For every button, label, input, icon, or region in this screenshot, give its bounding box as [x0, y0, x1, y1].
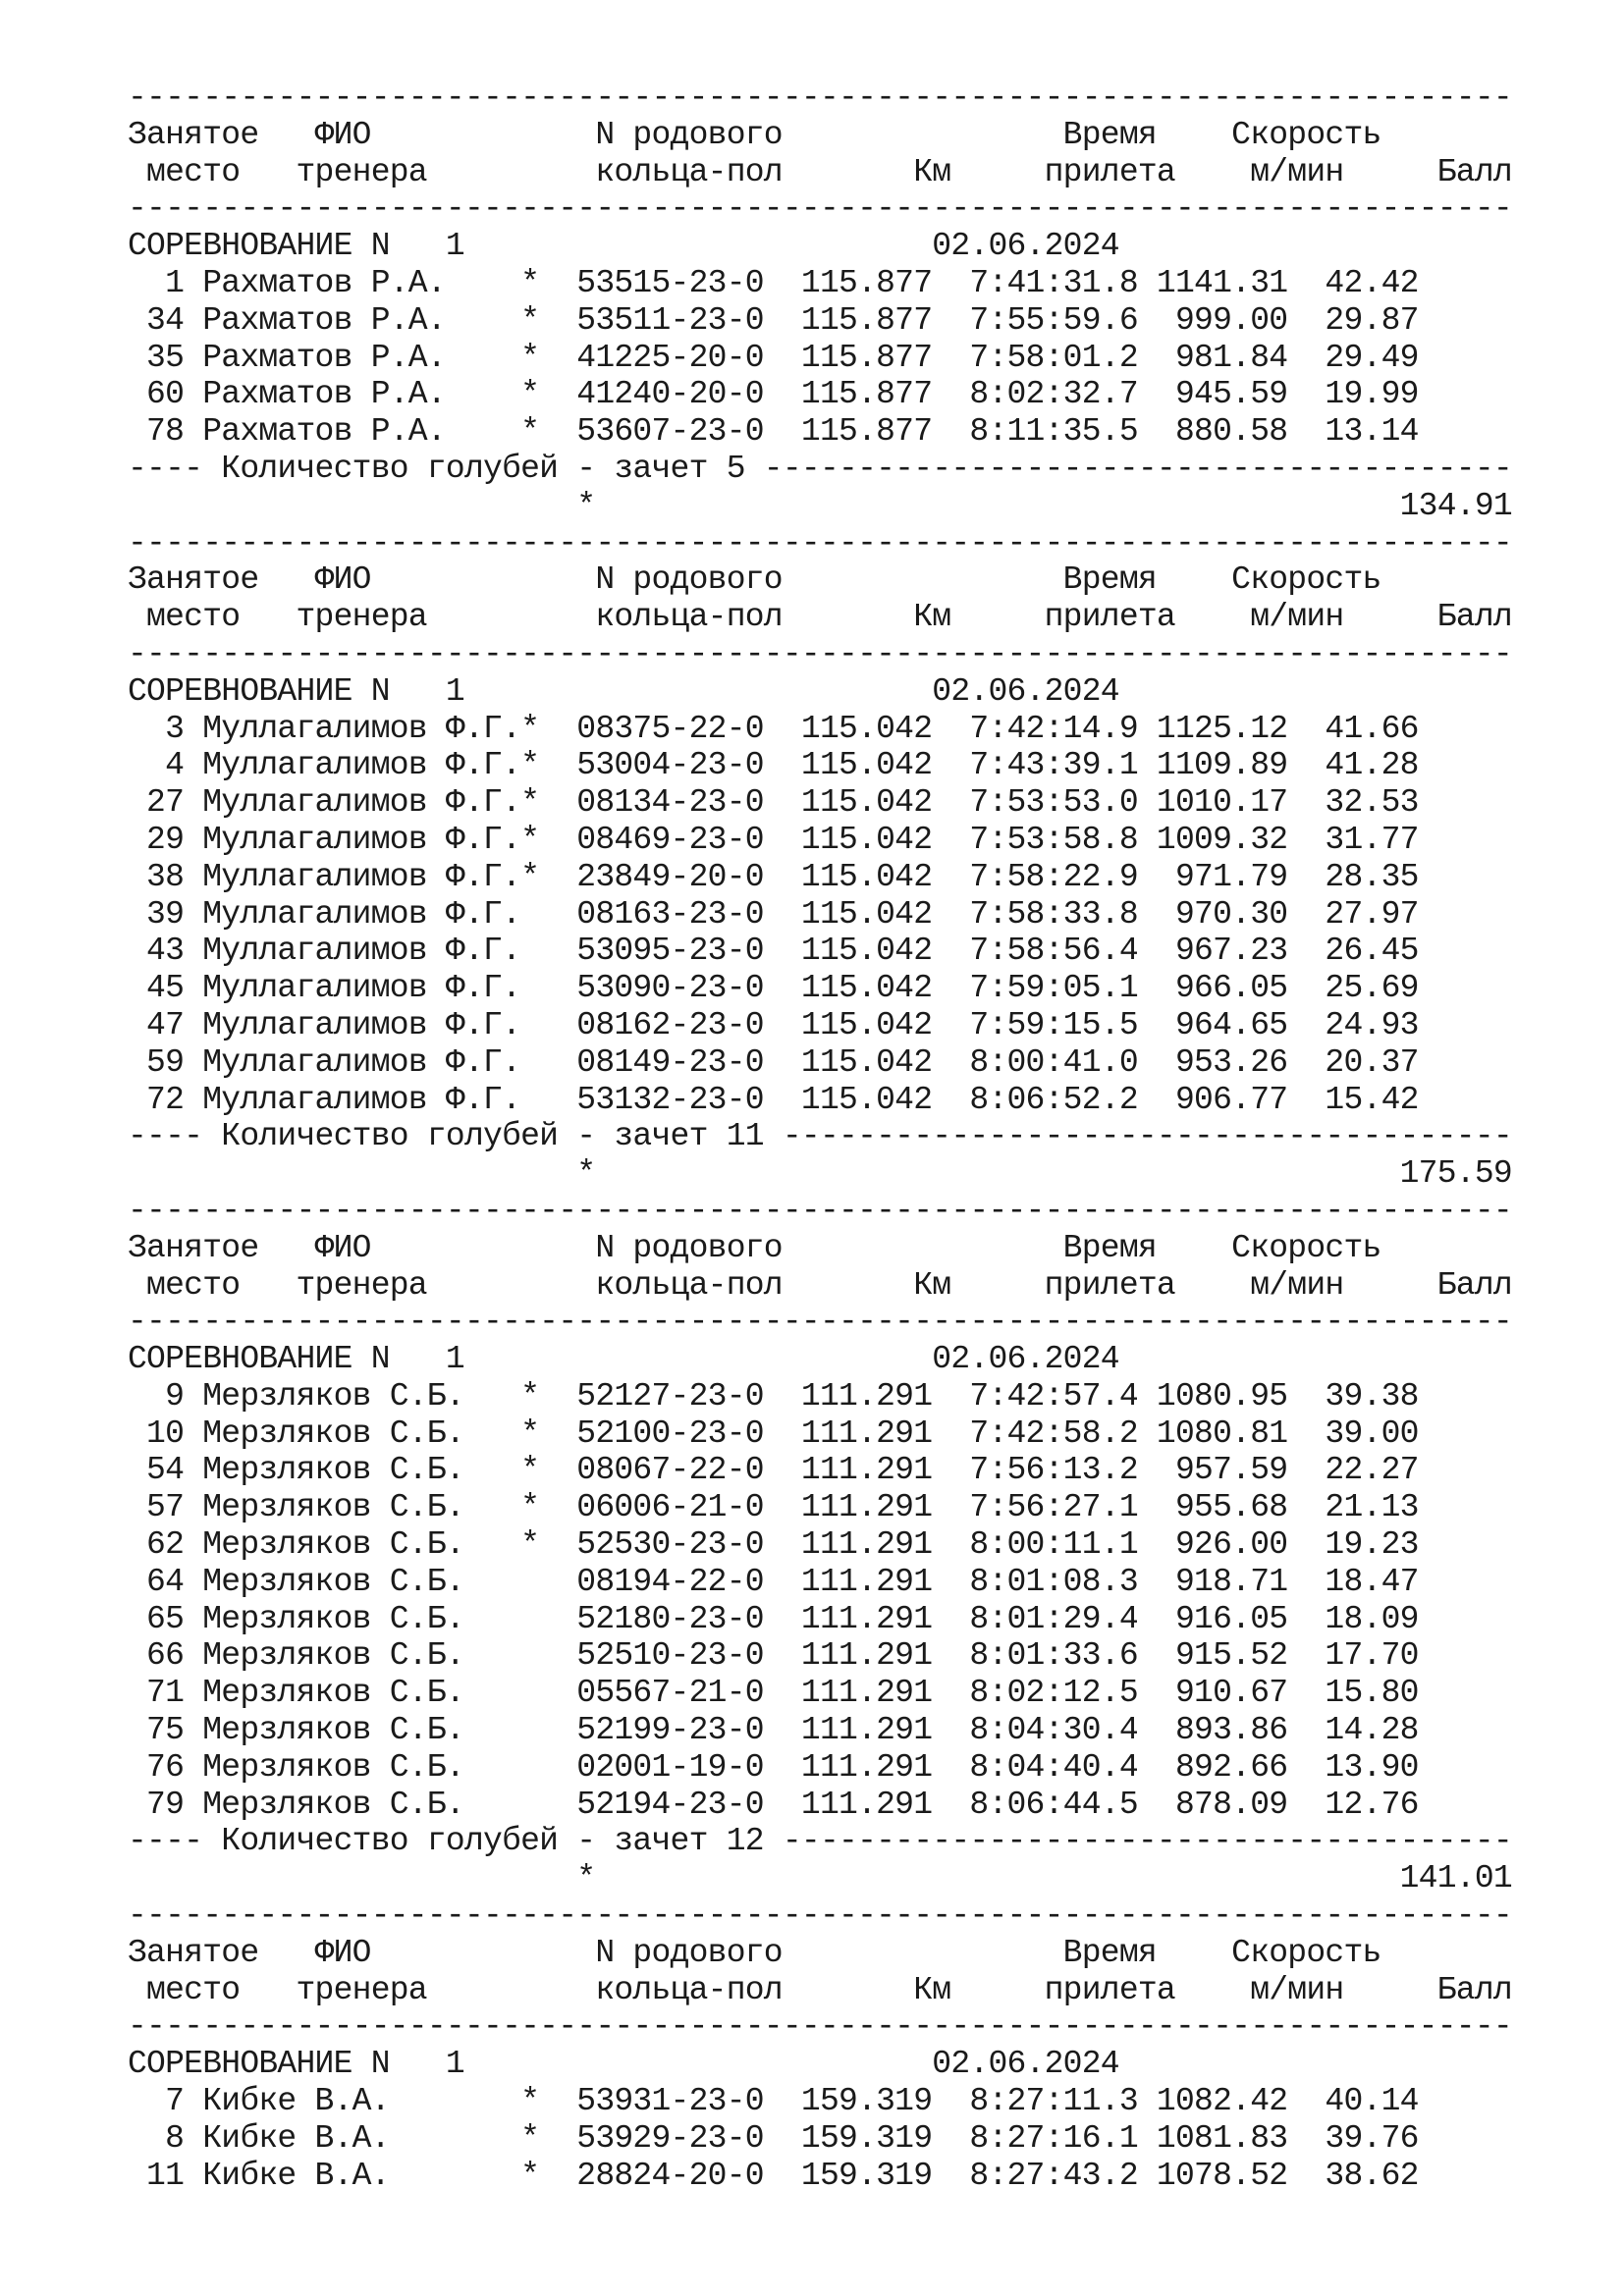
pigeon-count-line: ---- Количество голубей - зачет 5 ----------------------------------------: [128, 450, 1512, 487]
result-row: 35 Рахматов Р.А. * 41225-20-0 115.877 7:58:01.2 981.84 29.49: [128, 339, 1419, 376]
separator-line: --------------------------------------------------------------------------: [128, 1304, 1512, 1341]
column-header: Занятое ФИО N родового Время Скорость: [128, 1934, 1381, 1971]
column-header: место тренера кольца-пол Км прилета м/мин Балл: [128, 1266, 1512, 1304]
separator-line: --------------------------------------------------------------------------: [128, 524, 1512, 561]
result-row: 65 Мерзляков С.Б. 52180-23-0 111.291 8:01:29.4 916.05 18.09: [128, 1600, 1419, 1637]
column-header: Занятое ФИО N родового Время Скорость: [128, 1229, 1381, 1266]
result-row: 9 Мерзляков С.Б. * 52127-23-0 111.291 7:42:57.4 1080.95 39.38: [128, 1377, 1419, 1415]
result-row: 62 Мерзляков С.Б. * 52530-23-0 111.291 8:00:11.1 926.00 19.23: [128, 1526, 1419, 1564]
result-row: 4 Муллагалимов Ф.Г.* 53004-23-0 115.042 7:43:39.1 1109.89 41.28: [128, 747, 1419, 784]
result-row: 78 Рахматов Р.А. * 53607-23-0 115.877 8:11:35.5 880.58 13.14: [128, 413, 1419, 451]
competition-line: СОРЕВНОВАНИЕ N 1 02.06.2024: [128, 1341, 1119, 1378]
block-total-line: * 175.59: [128, 1155, 1512, 1193]
result-row: 72 Муллагалимов Ф.Г. 53132-23-0 115.042 8:06:52.2 906.77 15.42: [128, 1081, 1419, 1118]
result-row: 75 Мерзляков С.Б. 52199-23-0 111.291 8:04:30.4 893.86 14.28: [128, 1712, 1419, 1749]
result-row: 34 Рахматов Р.А. * 53511-23-0 115.877 7:55:59.6 999.00 29.87: [128, 301, 1419, 339]
results-printout: [128, 80, 1512, 2194]
result-row: 66 Мерзляков С.Б. 52510-23-0 111.291 8:01:33.6 915.52 17.70: [128, 1637, 1419, 1675]
result-row: 38 Муллагалимов Ф.Г.* 23849-20-0 115.042 7:58:22.9 971.79 28.35: [128, 858, 1419, 895]
result-row: 8 Кибке В.А. * 53929-23-0 159.319 8:27:16.1 1081.83 39.76: [128, 2119, 1419, 2157]
column-header: Занятое ФИО N родового Время Скорость: [128, 561, 1381, 599]
pigeon-count-line: ---- Количество голубей - зачет 12 ---------------------------------------: [128, 1823, 1512, 1860]
result-row: 27 Муллагалимов Ф.Г.* 08134-23-0 115.042 7:53:53.0 1010.17 32.53: [128, 784, 1419, 822]
result-row: 11 Кибке В.А. * 28824-20-0 159.319 8:27:43.2 1078.52 38.62: [128, 2157, 1419, 2194]
separator-line: --------------------------------------------------------------------------: [128, 1192, 1512, 1229]
competition-line: СОРЕВНОВАНИЕ N 1 02.06.2024: [128, 672, 1119, 710]
column-header: место тренера кольца-пол Км прилета м/мин Балл: [128, 153, 1512, 190]
separator-line: --------------------------------------------------------------------------: [128, 2008, 1512, 2046]
result-row: 59 Муллагалимов Ф.Г. 08149-23-0 115.042 8:00:41.0 953.26 20.37: [128, 1043, 1419, 1081]
result-row: 43 Муллагалимов Ф.Г. 53095-23-0 115.042 7:58:56.4 967.23 26.45: [128, 933, 1419, 970]
result-row: 45 Муллагалимов Ф.Г. 53090-23-0 115.042 7:59:05.1 966.05 25.69: [128, 970, 1419, 1007]
result-row: 60 Рахматов Р.А. * 41240-20-0 115.877 8:02:32.7 945.59 19.99: [128, 376, 1419, 413]
result-row: 71 Мерзляков С.Б. 05567-21-0 111.291 8:02:12.5 910.67 15.80: [128, 1675, 1419, 1712]
result-row: 54 Мерзляков С.Б. * 08067-22-0 111.291 7:56:13.2 957.59 22.27: [128, 1452, 1419, 1489]
competition-line: СОРЕВНОВАНИЕ N 1 02.06.2024: [128, 2046, 1119, 2083]
result-row: 29 Муллагалимов Ф.Г.* 08469-23-0 115.042 7:53:58.8 1009.32 31.77: [128, 821, 1419, 858]
result-row: 57 Мерзляков С.Б. * 06006-21-0 111.291 7:56:27.1 955.68 21.13: [128, 1489, 1419, 1526]
competition-line: СОРЕВНОВАНИЕ N 1 02.06.2024: [128, 228, 1119, 265]
result-row: 79 Мерзляков С.Б. 52194-23-0 111.291 8:06:44.5 878.09 12.76: [128, 1786, 1419, 1823]
result-row: 10 Мерзляков С.Б. * 52100-23-0 111.291 7:42:58.2 1080.81 39.00: [128, 1415, 1419, 1452]
block-total-line: * 141.01: [128, 1860, 1512, 1897]
separator-line: --------------------------------------------------------------------------: [128, 1897, 1512, 1935]
result-row: 47 Муллагалимов Ф.Г. 08162-23-0 115.042 7:59:15.5 964.65 24.93: [128, 1006, 1419, 1043]
column-header: место тренера кольца-пол Км прилета м/мин Балл: [128, 599, 1512, 636]
result-row: 7 Кибке В.А. * 53931-23-0 159.319 8:27:11.3 1082.42 40.14: [128, 2083, 1419, 2120]
block-total-line: * 134.91: [128, 487, 1512, 524]
column-header: место тренера кольца-пол Км прилета м/мин Балл: [128, 1971, 1512, 2008]
column-header: Занятое ФИО N родового Время Скорость: [128, 116, 1381, 153]
result-row: 1 Рахматов Р.А. * 53515-23-0 115.877 7:41:31.8 1141.31 42.42: [128, 264, 1419, 301]
separator-line: --------------------------------------------------------------------------: [128, 80, 1512, 116]
separator-line: --------------------------------------------------------------------------: [128, 635, 1512, 672]
pigeon-count-line: ---- Количество голубей - зачет 11 ---------------------------------------: [128, 1118, 1512, 1155]
result-row: 76 Мерзляков С.Б. 02001-19-0 111.291 8:04:40.4 892.66 13.90: [128, 1748, 1419, 1786]
result-row: 3 Муллагалимов Ф.Г.* 08375-22-0 115.042 7:42:14.9 1125.12 41.66: [128, 710, 1419, 747]
result-row: 64 Мерзляков С.Б. 08194-22-0 111.291 8:01:08.3 918.71 18.47: [128, 1563, 1419, 1600]
result-row: 39 Муллагалимов Ф.Г. 08163-23-0 115.042 7:58:33.8 970.30 27.97: [128, 895, 1419, 933]
separator-line: --------------------------------------------------------------------------: [128, 190, 1512, 228]
